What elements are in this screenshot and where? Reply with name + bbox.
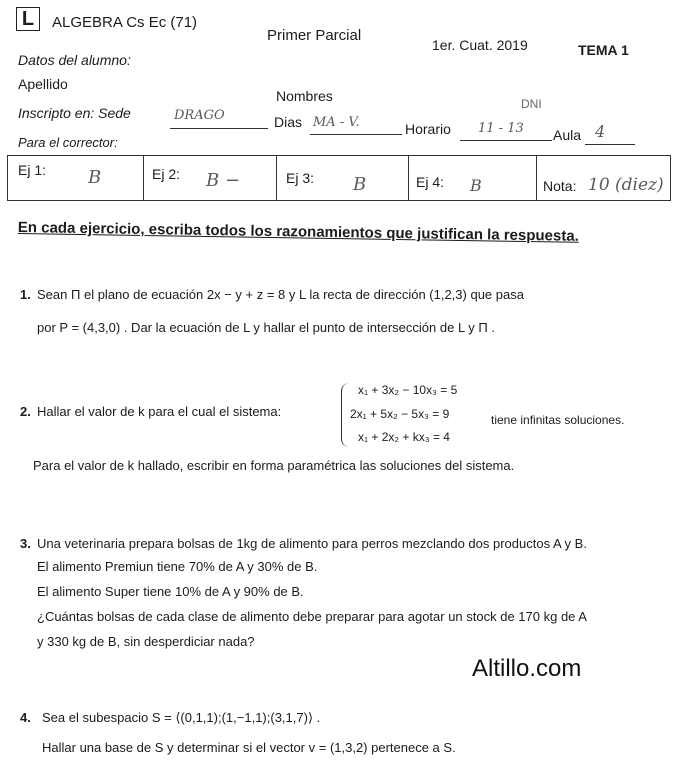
ej4-grade: B [470, 176, 482, 195]
ex3-line5: y 330 kg de B, sin desperdiciar nada? [37, 634, 255, 649]
ej4-cell [408, 156, 409, 200]
aula-value: 4 [595, 122, 606, 141]
ex1-number: 1. [20, 287, 31, 302]
nota-label: Nota: [543, 178, 577, 194]
exam-letter-box: L [16, 7, 40, 31]
ex1-line1: Sean Π el plano de ecuación 2x − y + z = 8 y L la recta de dirección (1,2,3) que pasa [37, 287, 524, 302]
horario-line [460, 140, 552, 141]
aula-line [585, 144, 635, 145]
dias-value: MA - V. [313, 115, 360, 130]
horario-label: Horario [405, 121, 451, 137]
horario-value: 11 - 13 [478, 121, 524, 136]
ex4-line2: Hallar una base de S y determinar si el vector v = (1,3,2) pertenece a S. [42, 740, 456, 755]
altillo-watermark: Altillo.com [472, 655, 582, 682]
ej1-grade: B [88, 167, 102, 188]
sede-value: DRAGO [174, 108, 225, 123]
student-section-label: Datos del alumno: [18, 52, 131, 68]
dias-line [310, 134, 402, 135]
aula-label: Aula [553, 127, 582, 143]
corrector-label: Para el corrector: [18, 135, 118, 150]
inscripto-label: Inscripto en: Sede [18, 105, 131, 121]
nombres-label: Nombres [276, 88, 333, 104]
exam-name: Primer Parcial [267, 27, 362, 44]
ej3-cell [276, 156, 277, 200]
ex3-line1: Una veterinaria prepara bolsas de 1kg de alimento para perros mezclando dos productos A y B. [37, 536, 587, 551]
ex4-line1: Sea el subespacio S = ⟨(0,1,1);(1,−1,1);(3,1,7)⟩ . [42, 710, 321, 725]
ej3-grade: B [353, 174, 367, 195]
ex2-suffix: tiene infinitas soluciones. [491, 413, 625, 427]
ej4-label: Ej 4: [416, 174, 445, 190]
exam-tema: TEMA 1 [578, 42, 629, 58]
dni-label: DNI [521, 97, 542, 111]
ex2-number: 2. [20, 404, 31, 419]
ej3-label: Ej 3: [286, 170, 315, 186]
corrector-grade-box [7, 155, 671, 201]
ex2-eq1: x₁ + 3x₂ − 10x₃ = 5 [358, 383, 458, 397]
ex2-eq3: x₁ + 2x₂ + kx₃ = 4 [358, 430, 450, 444]
instruction-text: En cada ejercicio, escriba todos los razonamientos que justifican la respuesta. [17, 219, 579, 245]
ej2-label: Ej 2: [152, 166, 181, 182]
ex2-prompt: Hallar el valor de k para el cual el sistema: [37, 404, 282, 419]
ex3-line2: El alimento Premiun tiene 70% de A y 30% de B. [37, 559, 318, 574]
ej1-label: Ej 1: [18, 162, 47, 178]
exam-period: 1er. Cuat. 2019 [432, 37, 528, 53]
nota-value: 10 (diez) [588, 175, 664, 195]
apellido-label: Apellido [18, 76, 68, 92]
ex4-number: 4. [20, 710, 31, 725]
ej2-grade: B − [206, 170, 241, 191]
ex2-line2: Para el valor de k hallado, escribir en forma paramétrica las soluciones del sistema. [33, 458, 515, 473]
dias-label: Dias [274, 114, 303, 130]
ex3-line4: ¿Cuántas bolsas de cada clase de alimento debe preparar para agotar un stock de 170 kg de A [37, 609, 587, 624]
nota-cell [536, 156, 537, 200]
course-title: ALGEBRA Cs Ec (71) [52, 14, 198, 31]
sede-line [170, 128, 268, 129]
ex3-number: 3. [20, 536, 31, 551]
ex1-line2: por P = (4,3,0) . Dar la ecuación de L y hallar el punto de intersección de L y Π . [37, 320, 496, 335]
ex3-line3: El alimento Super tiene 10% de A y 90% de B. [37, 584, 304, 599]
ej2-cell [143, 156, 144, 200]
ex2-eq2: 2x₁ + 5x₂ − 5x₃ = 9 [350, 407, 450, 421]
